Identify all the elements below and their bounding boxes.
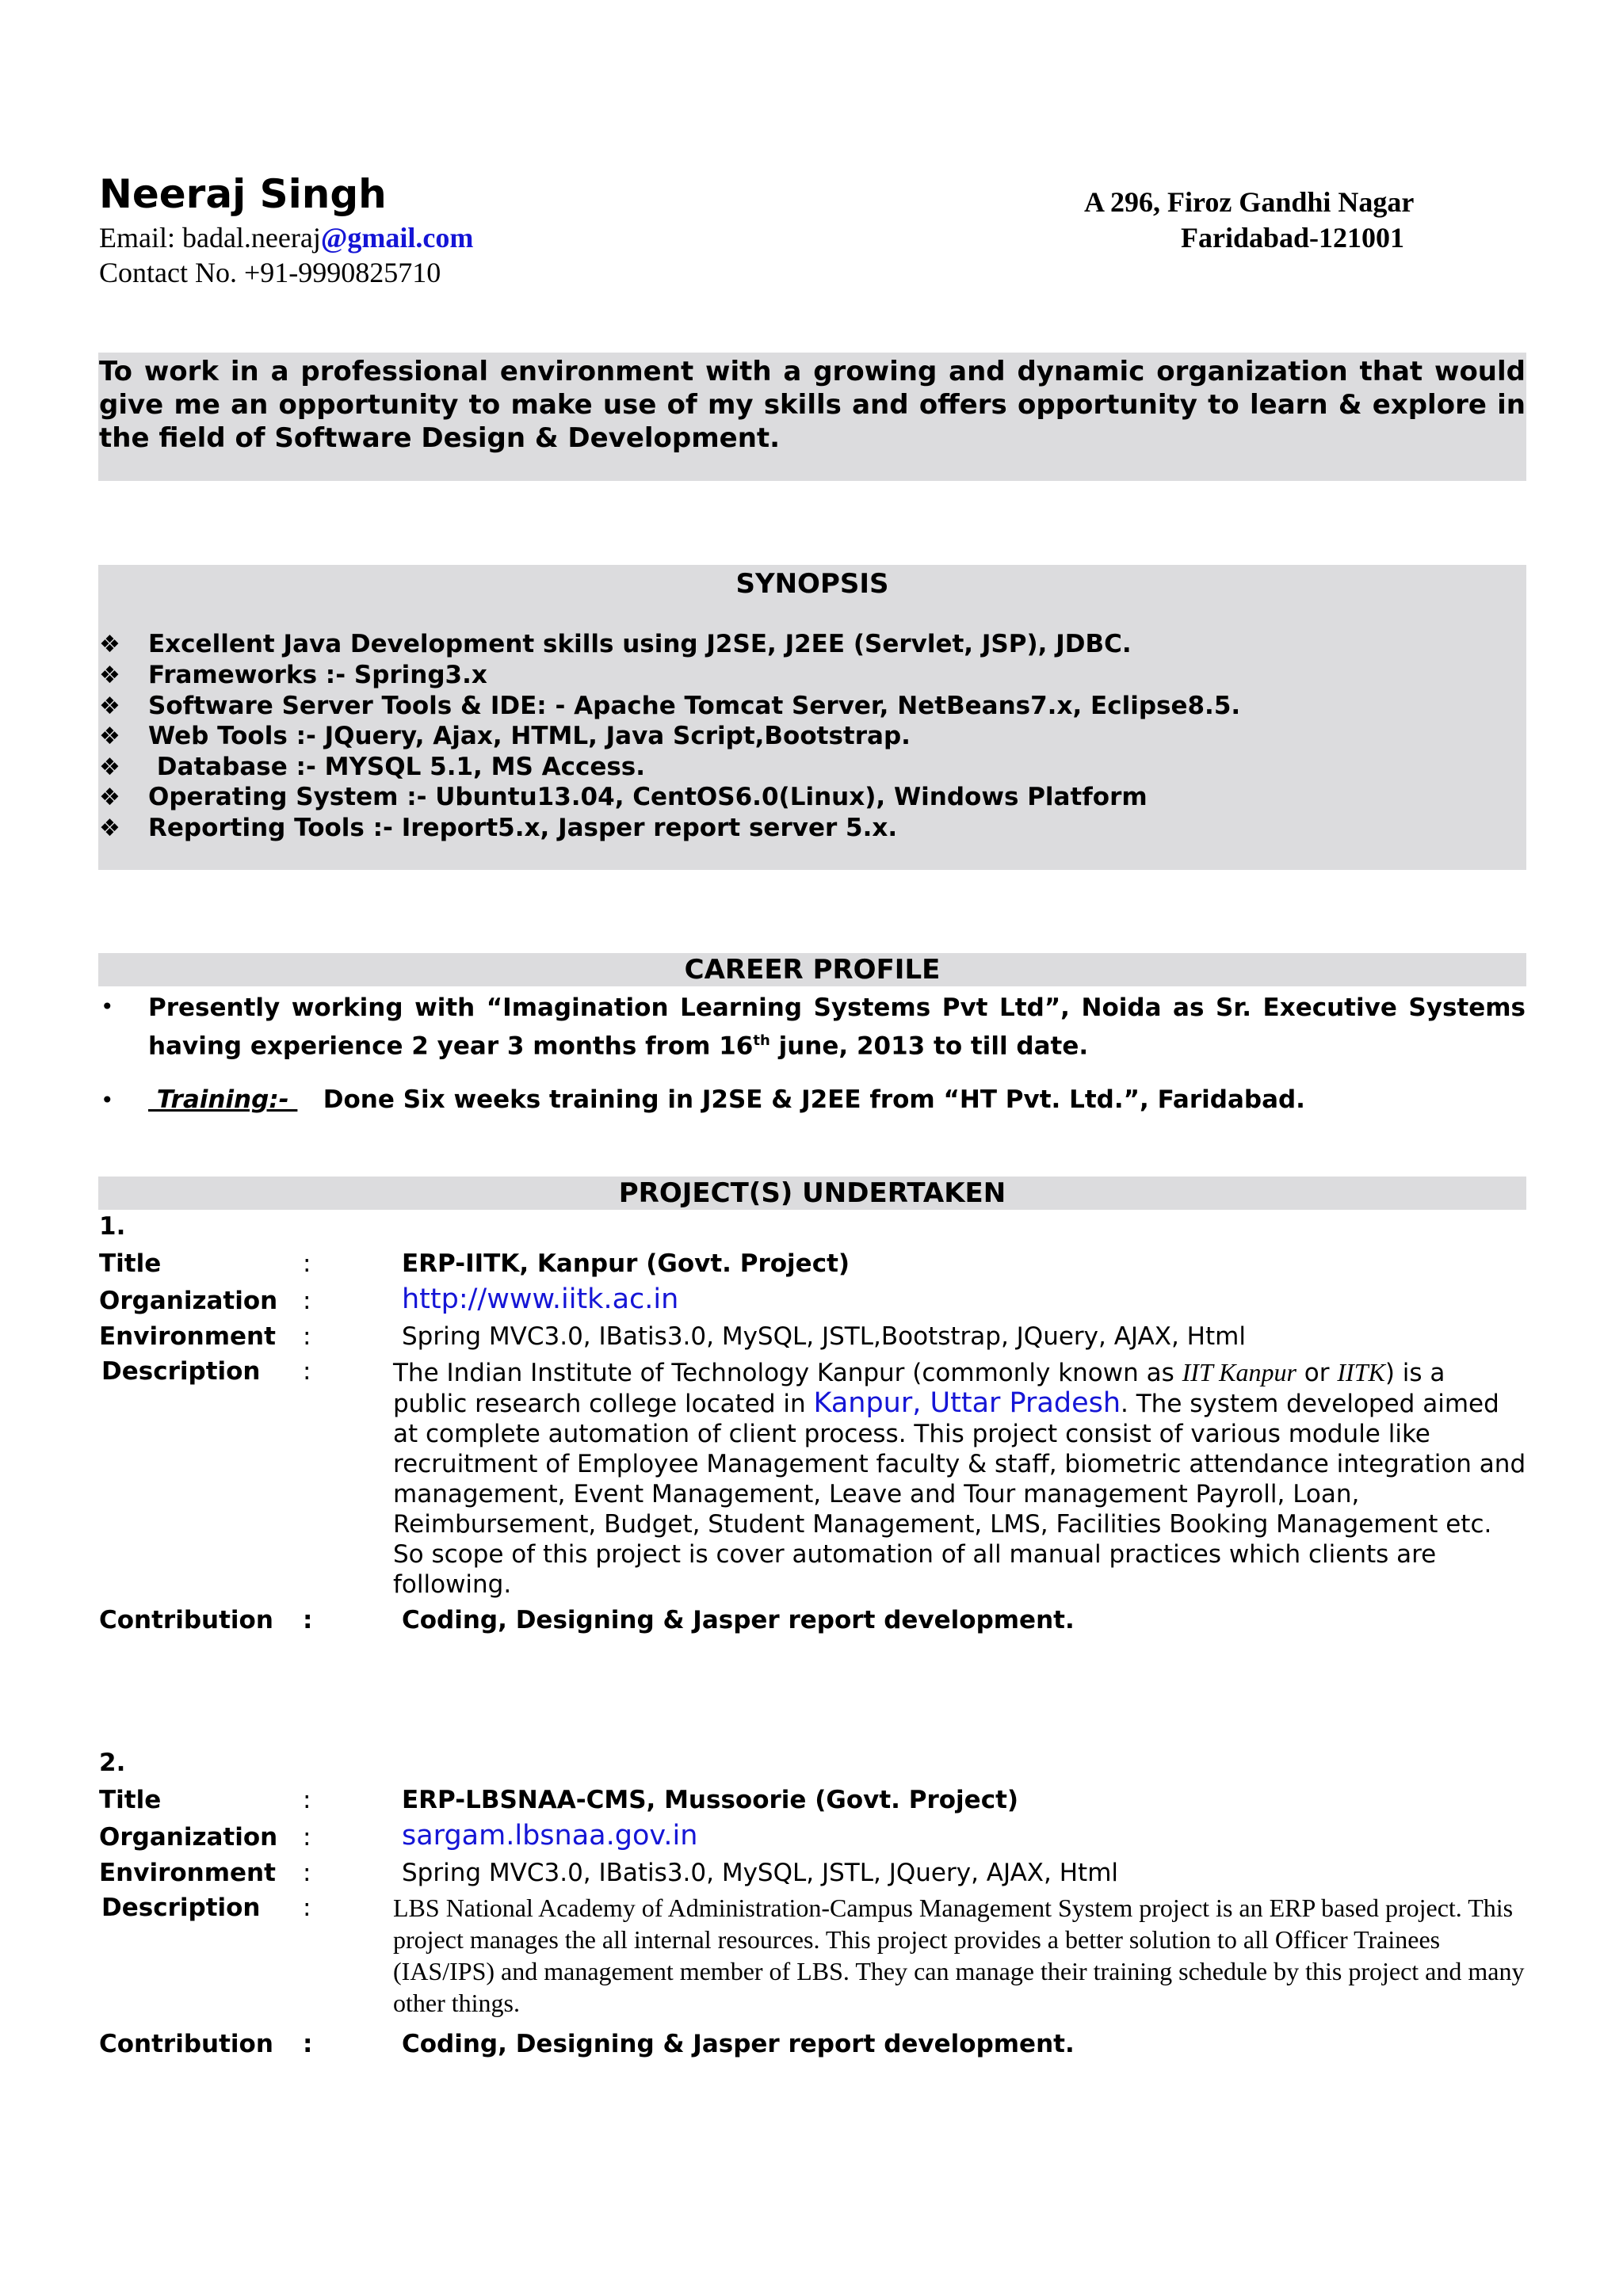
email-line <box>99 221 473 254</box>
synopsis-item-text: Frameworks :- Spring3.x <box>148 661 487 689</box>
colon: : <box>303 1322 311 1351</box>
diamond-bullet-icon: ❖ <box>99 753 120 781</box>
diamond-bullet-icon: ❖ <box>99 814 120 842</box>
project-contribution-label: Contribution <box>99 1606 273 1634</box>
synopsis-item <box>99 783 1148 811</box>
project-organization-link[interactable]: http://www.iitk.ac.in <box>402 1283 679 1315</box>
synopsis-item <box>99 753 645 781</box>
colon: : <box>303 1249 311 1278</box>
colon: : <box>303 1287 311 1315</box>
diamond-bullet-icon: ❖ <box>99 692 120 720</box>
bullet-icon: • <box>101 994 114 1020</box>
diamond-bullet-icon: ❖ <box>99 723 120 750</box>
synopsis-item-text: Operating System :- Ubuntu13.04, CentOS6.0(Linux), Windows Platform <box>148 783 1148 811</box>
project-title: ERP-IITK, Kanpur (Govt. Project) <box>402 1249 850 1278</box>
project-description-label: Description <box>101 1357 261 1386</box>
colon: : <box>303 1786 311 1814</box>
bullet-icon: • <box>101 1087 114 1113</box>
colon: : <box>303 1894 311 1922</box>
synopsis-item <box>99 722 911 750</box>
project-environment: Spring MVC3.0, IBatis3.0, MySQL, JSTL, JQuery, AJAX, Html <box>402 1859 1119 1887</box>
kanpur-link[interactable]: Kanpur, Uttar Pradesh <box>813 1387 1121 1419</box>
description-text: . The system developed aimed at complete automation of client process. This project consist of various module like recruitment of Employee Management faculty & staff, biometric attendance integration and management, Event Management, Leave and Tour management Payroll, Loan, Reimbursement, Budget, Student Management, LMS, Facilities Booking Management etc. So scope of this project is cover automation of all manual practices which clients are following. <box>393 1390 1526 1599</box>
synopsis-item-text: Database :- MYSQL 5.1, MS Access. <box>148 753 646 781</box>
career-item-training <box>148 1085 1305 1114</box>
project-description: LBS National Academy of Administration-Campus Management System project is an ERP based project. This project manages the all internal resources. This project provides a better solution to all Officer Trainees (IAS/IPS) and management member of LBS. They can manage their training schedule by this project and many other things. <box>393 1894 1525 2017</box>
project-description <box>393 1357 1526 1600</box>
project-contribution: Coding, Designing & Jasper report development. <box>402 2030 1075 2058</box>
diamond-bullet-icon: ❖ <box>99 631 120 658</box>
synopsis-heading: SYNOPSIS <box>735 568 889 600</box>
description-italic: IITK <box>1337 1358 1385 1386</box>
project-number: 2. <box>99 1749 126 1777</box>
training-label: Training:- <box>148 1085 298 1114</box>
colon: : <box>303 1823 311 1852</box>
description-text: or <box>1296 1359 1338 1387</box>
career-heading: CAREER PROFILE <box>684 954 941 986</box>
project-description-label: Description <box>101 1894 261 1922</box>
project-title: ERP-LBSNAA-CMS, Mussoorie (Govt. Project) <box>402 1786 1019 1814</box>
career-item-text-end: june, 2013 to till date. <box>769 1032 1089 1061</box>
diamond-bullet-icon: ❖ <box>99 784 120 811</box>
career-item-current-job <box>148 992 1526 1062</box>
diamond-bullet-icon: ❖ <box>99 662 120 689</box>
colon: : <box>303 1357 311 1386</box>
description-text: The Indian Institute of Technology Kanpur (commonly known as <box>393 1359 1182 1387</box>
objective-text: To work in a professional environment with a growing and dynamic organization that would give me an opportunity to make use of my skills and offers opportunity to learn & explore in the field of Software Design & Development. <box>99 356 1526 454</box>
project-environment-label: Environment <box>99 1322 276 1351</box>
colon: : <box>303 1859 311 1887</box>
candidate-name: Neeraj Singh <box>99 171 387 217</box>
synopsis-item-text: Software Server Tools & IDE: - Apache Tomcat Server, NetBeans7.x, Eclipse8.5. <box>148 692 1241 720</box>
career-item-superscript: th <box>753 1032 770 1049</box>
synopsis-item-text: Web Tools :- JQuery, Ajax, HTML, Java Script,Bootstrap. <box>148 722 911 750</box>
description-italic: IIT Kanpur <box>1182 1358 1296 1386</box>
contact-number: Contact No. +91-9990825710 <box>99 257 441 288</box>
projects-heading: PROJECT(S) UNDERTAKEN <box>618 1177 1006 1209</box>
colon: : <box>303 1606 313 1634</box>
project-organization-label: Organization <box>99 1287 278 1315</box>
project-contribution-label: Contribution <box>99 2030 273 2058</box>
colon: : <box>303 2030 313 2058</box>
synopsis-item-text: Reporting Tools :- Ireport5.x, Jasper report server 5.x. <box>148 814 898 842</box>
career-item-text: Presently working with “Imagination Learning Systems Pvt Ltd”, Noida as Sr. Executive Systems having experience 2 year 3 months from 16 <box>148 994 1526 1061</box>
project-title-label: Title <box>99 1786 162 1814</box>
email-label: Email: badal.neeraj <box>99 222 321 254</box>
address-line-2: Faridabad-121001 <box>1181 222 1405 254</box>
synopsis-item <box>99 814 897 842</box>
project-organization-label: Organization <box>99 1823 278 1852</box>
synopsis-item <box>99 630 1132 658</box>
project-organization-link[interactable]: sargam.lbsnaa.gov.in <box>402 1820 698 1852</box>
project-number: 1. <box>99 1212 126 1241</box>
project-environment-label: Environment <box>99 1859 276 1887</box>
project-contribution: Coding, Designing & Jasper report development. <box>402 1606 1075 1634</box>
email-domain-link[interactable]: @gmail.com <box>320 222 474 254</box>
synopsis-item <box>99 692 1240 720</box>
project-title-label: Title <box>99 1249 162 1278</box>
description-text: ) is a public research college located in <box>393 1359 1445 1418</box>
training-text: Done Six weeks training in J2SE & J2EE from “HT Pvt. Ltd.”, Faridabad. <box>323 1085 1305 1114</box>
synopsis-item-text: Excellent Java Development skills using J2SE, J2EE (Servlet, JSP), JDBC. <box>148 630 1132 658</box>
synopsis-item <box>99 661 487 689</box>
project-environment: Spring MVC3.0, IBatis3.0, MySQL, JSTL,Bootstrap, JQuery, AJAX, Html <box>402 1322 1246 1351</box>
address-line-1: A 296, Firoz Gandhi Nagar <box>1084 186 1415 218</box>
